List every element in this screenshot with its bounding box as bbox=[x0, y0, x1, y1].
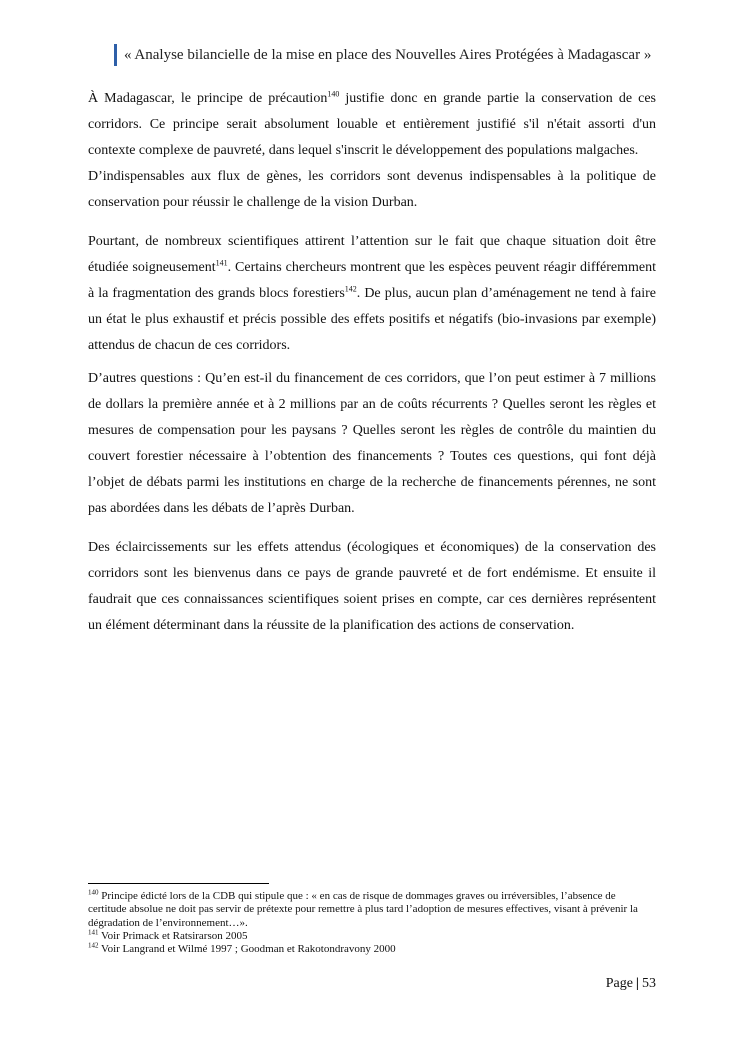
paragraph-1-text-a: À Madagascar, le principe de précaution bbox=[88, 91, 328, 106]
footnote-text: Voir Langrand et Wilmé 1997 ; Goodman et Rakotondravony 2000 bbox=[98, 943, 396, 956]
running-header bbox=[114, 44, 651, 66]
paragraph-5: Des éclaircissements sur les effets attendus (écologiques et économiques) de la conservation des corridors sont les bienvenus dans ce pays de grande pauvreté et de fort endémisme. Et ensuite il faudrait que ces connaissances scientifiques soient prises en compte, car ces dernières représentent un élément déterminant dans la réussite de la planification des actions de conservation. bbox=[88, 540, 656, 633]
footnote-separator bbox=[88, 883, 269, 884]
running-header-title: « Analyse bilancielle de la mise en place des Nouvelles Aires Protégées à Madagascar » bbox=[124, 47, 652, 63]
footnote-140 bbox=[88, 890, 656, 930]
footnote-142 bbox=[88, 943, 656, 956]
footnote-number: 140 bbox=[88, 888, 99, 897]
footnote-ref-140[interactable]: 140 bbox=[327, 89, 340, 99]
page-number-footer bbox=[606, 975, 656, 993]
page-number: 53 bbox=[642, 976, 656, 991]
footnote-text: Voir Primack et Ratsirarson 2005 bbox=[98, 929, 248, 942]
paragraph-2: D’indispensables aux flux de gènes, les corridors sont devenus indispensables à la politique de conservation pour réussir le challenge de la vision Durban. bbox=[88, 169, 656, 210]
paragraph-3 bbox=[88, 229, 656, 359]
paragraph-4: D’autres questions : Qu’en est-il du financement de ces corridors, que l’on peut estimer à 7 millions de dollars la première année et à 2 millions par an de coûts récurrents ? Quelles seront les règles et mesures de compensation pour les paysans ? Quelles seront les règles de contrôle du maintien du couvert forestier nécessaire à l’obtention des financements ? Toutes ces questions, qui font déjà l’objet de débats parmi les institutions en charge de la recherche de financements pérennes, ne sont pas abordées dans les débats de l’après Durban. bbox=[88, 371, 656, 516]
page-label: Page bbox=[605, 976, 633, 991]
footnote-ref-142[interactable]: 142 bbox=[344, 284, 357, 294]
paragraph-1 bbox=[88, 86, 656, 164]
main-text bbox=[88, 86, 656, 639]
footnote-number: 142 bbox=[88, 941, 99, 950]
paragraph-1-text-b: justifie donc en grande partie la conservation de ces corridors. Ce principe serait absolument louable et entièrement justifié s'il n'était assorti d'un contexte complexe de pauvreté, dans lequel s'inscrit le développement des populations malgaches. bbox=[88, 91, 656, 158]
page-separator: | bbox=[635, 976, 639, 991]
footnote-ref-141[interactable]: 141 bbox=[215, 258, 228, 268]
footnote-number: 141 bbox=[88, 928, 99, 937]
paragraph-3-text-c: . De plus, aucun plan d’aménagement ne tend à faire un état le plus exhaustif et précis possible des effets positifs et négatifs (bio-invasions par exemple) attendus de chacun de ces corridors. bbox=[88, 286, 656, 353]
footnotes bbox=[88, 890, 656, 956]
paragraph-3-text-b: . Certains chercheurs montrent que les espèces peuvent réagir différemment à la fragmentation des grands blocs forestiers bbox=[88, 260, 656, 301]
footnote-141 bbox=[88, 930, 656, 943]
footnote-text: Principe édicté lors de la CDB qui stipule que : « en cas de risque de dommages graves ou irréversibles, l’absence de certitude absolue ne doit pas servir de prétexte pour remettre à plus tard l’adoption de mesures effectives, visant à prévenir la dégradation de l’environnement…». bbox=[88, 890, 638, 929]
paragraph-3-text-a: Pourtant, de nombreux scientifiques attirent l’attention sur le fait que chaque situation doit être étudiée soigneusement bbox=[88, 234, 656, 275]
